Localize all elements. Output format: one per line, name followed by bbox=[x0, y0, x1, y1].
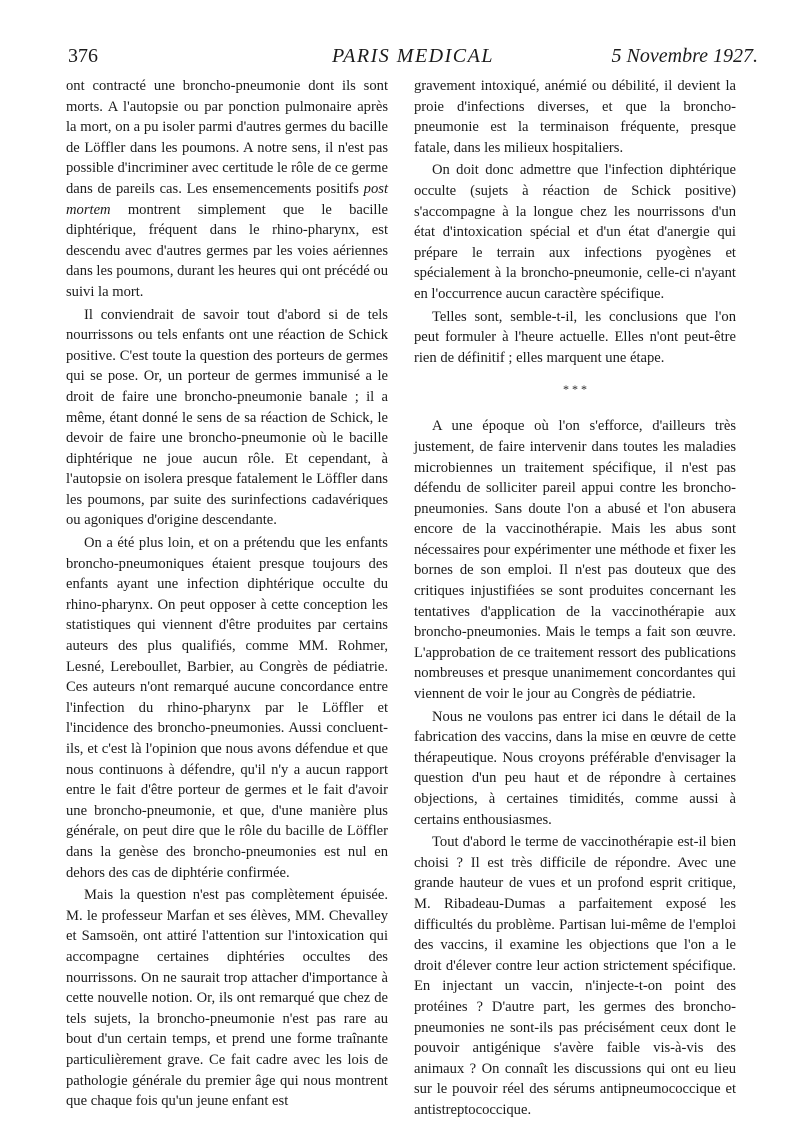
section-separator: * * * bbox=[563, 382, 587, 397]
issue-date: 5 Novembre 1927. bbox=[611, 45, 758, 67]
paragraph: Telles sont, semble-t-il, les conclusions que l'on peut formuler à l'heure actuelle. Elles n'ont peut-être rien de définitif ; elles marquent une étape. bbox=[414, 308, 736, 366]
page-header bbox=[68, 42, 758, 74]
italic-term: post mortem bbox=[66, 180, 388, 218]
paragraph: gravement intoxiqué, anémié ou débilité, il devient la proie d'infections diverses, et que la broncho-pneumonie est la terminaison fréquente, presque fatale, dans les milieux hospitaliers. bbox=[414, 78, 736, 156]
paragraph: On a été plus loin, et on a prétendu que les enfants broncho-pneumoniques étaient presque toujours des enfants ayant une infection diphtérique occulte du rhino-pharynx. On peut opposer à cette conception les statistiques qui viennent d'être produites par certains auteurs des plus qualifiés, comme MM. Rohmer, Lesné, Lereboullet, Barbier, au Congrès de pédiatrie. Ces auteurs n'ont remarqué aucune concordance entre l'infection du rhino-pharynx par le Löffler et l'incidence des broncho-pneumonies. Aussi concluent-ils, et c'est là l'opinion que nous avons défendue et que nous continuons à défendre, qu'il n'y a aucun rapport entre le fait d'être porteur de germes et le fait d'avoir une broncho-pneumonie, et que, d'une manière plus générale, on peut dire que le rôle du bacille de Löffler dans la genèse des broncho-pneumonies est nul en dehors des cas de diphtérie confirmée. bbox=[66, 535, 388, 881]
right-column bbox=[414, 76, 736, 1123]
paragraph: Mais la question n'est pas complètement épuisée. M. le professeur Marfan et ses élèves, MM. Chevalley et Samsoën, ont attiré l'attention sur l'intoxication qui accompagne certaines diphtéries occultes des nourrissons. On ne saurait trop attacher d'importance à cette nouvelle notion. Or, ils ont remarqué que chez de tels sujets, la broncho-pneumonie n'est pas rare au bout d'un certain temps, et prend une forme traînante particulièrement grave. Ce fait cadre avec les lois de pathologie générale du premier âge qui nous montrent que chaque fois qu'un jeune enfant est bbox=[66, 887, 388, 1110]
paragraph: Tout d'abord le terme de vaccinothérapie est-il bien choisi ? Il est très difficile de répondre. Avec une grande hauteur de vues et un profond esprit critique, M. Ribadeau-Dumas a parfaitement exposé les difficultés du problème. Partisan lui-même de l'emploi des vaccins, il examine les objections que l'on a le droit d'élever contre leur action strictement spécifique. En injectant un vaccin, n'injecte-t-on point des protéines ? D'autre part, les germes des broncho-pneumonies ne sont-ils pas précisément ceux dont le pouvoir antigénique s'avère faible vis-à-vis des animaux ? On connaît les discussions qui ont eu lieu sur le pouvoir réel des sérums antipneumococcique et antistreptococcique. bbox=[414, 834, 736, 1118]
page-number: 376 bbox=[68, 45, 98, 67]
paragraph: ont contracté une broncho-pneumonie dont ils sont morts. A l'autopsie ou par ponction pulmonaire après la mort, on a pu isoler parmi d'autres germes du bacille de Löffler dans les poumons. A notre sens, il n'est pas possible d'incriminer avec certitude le rôle de ce germe dans de pareils cas. Les ensemencements positifs post mortem montrent simplement que le bacille diphtérique, fréquent dans le rhino-pharynx, est descendu avec d'autres germes par les voies aériennes dans les poumons, durant les heures qui ont précédé ou suivi la mort. bbox=[66, 78, 388, 300]
paragraph: Il conviendrait de savoir tout d'abord si de tels nourrissons ou tels enfants ont une réaction de Schick positive. C'est toute la question des porteurs de germes qui se pose. Or, un porteur de germes immunisé a le droit de faire une broncho-pneumonie banale ; il a même, étant donné le sens de sa réaction de Schick, le devoir de faire une broncho-pneumonie où le bacille diphtérique ne joue aucun rôle. Et cependant, à l'autopsie on isolera presque fatalement le Löffler dans les poumons, par suite des surinfections cadavériques ou agoniques d'origine descendante. bbox=[66, 306, 388, 529]
journal-title: PARIS MEDICAL bbox=[332, 45, 494, 67]
left-column bbox=[66, 76, 388, 1114]
paragraph: Nous ne voulons pas entrer ici dans le détail de la fabrication des vaccins, dans la mise en œuvre de cette thérapeutique. Nous croyons préférable d'envisager la question d'un peu haut et de répondre à certaines objections, à certaines timidités, comme aussi à certains enthousiasmes. bbox=[414, 708, 736, 828]
paragraph: A une époque où l'on s'efforce, d'ailleurs très justement, de faire intervenir dans toutes les maladies microbiennes un traitement spécifique, il n'est pas défendu de solliciter pareil appui contre les broncho-pneumonies. Sans doute l'on a abusé et l'on abusera encore de la vaccinothérapie. Mais les abus sont nécessaires pour expérimenter une méthode et fixer les bornes de son emploi. Il n'est pas douteux que des critiques injustifiées se sont produites concernant les tentatives d'application de la vaccinothérapie aux broncho-pneumonies. Mais le temps a fait son œuvre. L'approbation de ce traitement ressort des publications nombreuses et presque unanimement concordantes qui viennent de voir le jour au Congrès de pédiatrie. bbox=[414, 418, 736, 703]
paragraph: On doit donc admettre que l'infection diphtérique occulte (sujets à réaction de Schick positive) s'accompagne à la longue chez les nourrissons d'un état d'intoxication spécial et d'un état d'anergie qui prépare le terrain aux infections pyogènes et spécialement à la broncho-pneumonie, celle-ci n'ayant en l'occurrence aucun caractère spécifique. bbox=[414, 162, 736, 302]
